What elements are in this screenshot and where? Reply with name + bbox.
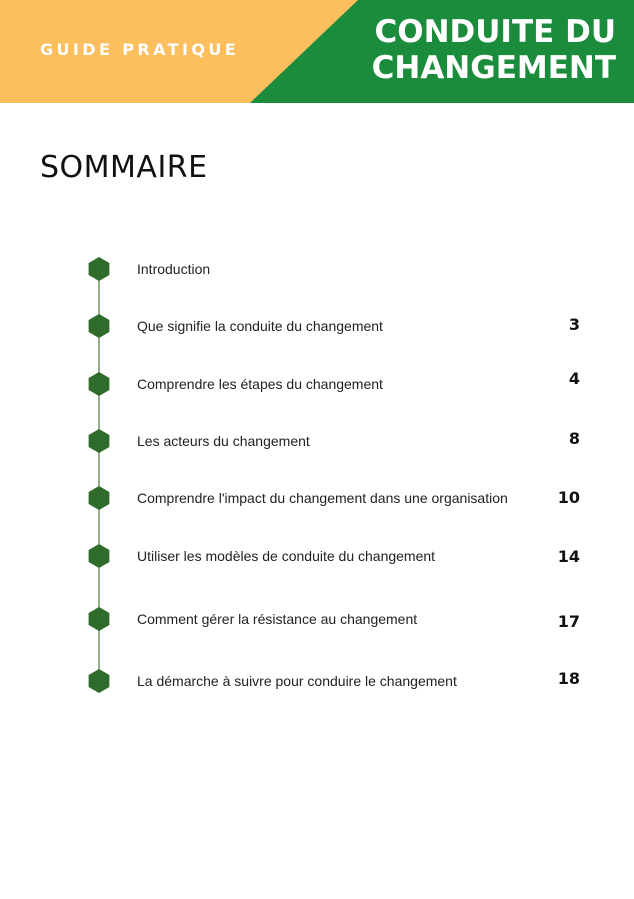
- page-header: [0, 0, 634, 103]
- toc-item-label: Utiliser les modèles de conduite du changement: [137, 548, 436, 564]
- toc-item-page-number: 17: [557, 612, 580, 631]
- toc-item[interactable]: [0, 314, 634, 338]
- document-title-line-1: CONDUITE DU: [374, 14, 616, 50]
- toc-item-page-number: 4: [568, 369, 580, 388]
- toc-item-label: Comprendre l'impact du changement dans une organisation: [137, 490, 508, 506]
- toc-item-page-number: 14: [557, 547, 580, 566]
- toc-item[interactable]: [0, 486, 634, 510]
- toc-item-label: Les acteurs du changement: [137, 433, 310, 449]
- toc-item[interactable]: [0, 544, 634, 568]
- toc-item-page-number: 10: [557, 488, 580, 507]
- toc-item-label: Introduction: [137, 261, 211, 277]
- document-title: [372, 14, 616, 86]
- guide-label: GUIDE PRATIQUE: [40, 40, 240, 59]
- toc-item-label: Comprendre les étapes du changement: [137, 376, 383, 392]
- toc-item-label: Que signifie la conduite du changement: [137, 318, 383, 334]
- toc-item[interactable]: [0, 607, 634, 631]
- document-title-line-2: CHANGEMENT: [371, 50, 616, 86]
- toc-item-page-number: 8: [568, 429, 580, 448]
- toc-item[interactable]: [0, 369, 634, 396]
- sommaire-heading: SOMMAIRE: [40, 150, 208, 185]
- toc-item[interactable]: [0, 429, 634, 453]
- toc-item-page-number: 18: [557, 669, 580, 688]
- toc-item-label: La démarche à suivre pour conduire le changement: [137, 673, 457, 689]
- toc-item-label: Comment gérer la résistance au changement: [137, 611, 418, 627]
- toc-item[interactable]: [0, 669, 634, 693]
- toc-item-page-number: 3: [568, 315, 580, 334]
- toc-item[interactable]: [0, 257, 634, 281]
